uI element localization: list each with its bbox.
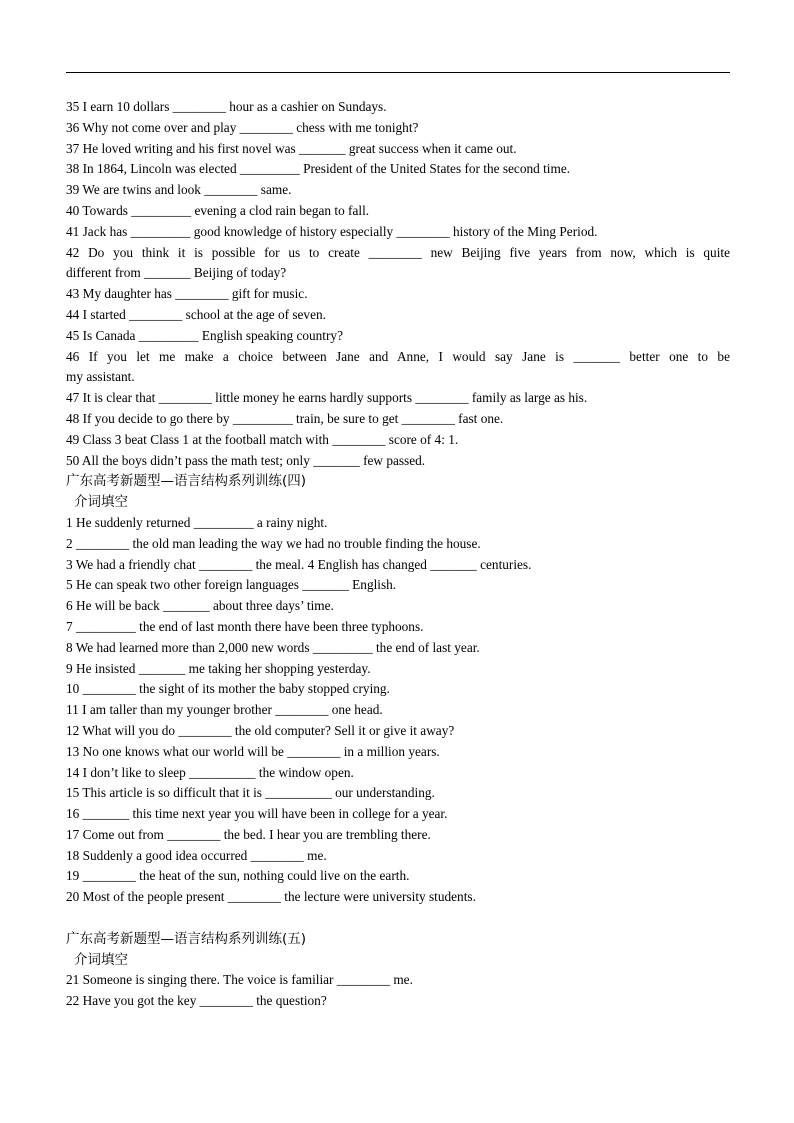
exercise-item: 3 We had a friendly chat ________ the meal. 4 English has changed _______ centuries. (66, 556, 532, 572)
exercise-item: 5 He can speak two other foreign languages _______ English. (66, 577, 397, 593)
exercise-item: 19 ________ the heat of the sun, nothing could live on the earth. (66, 868, 410, 884)
exercise-item: 6 He will be back _______ about three days’ time. (66, 598, 334, 614)
exercise-item-46 (66, 347, 730, 389)
exercise-item: 8 We had learned more than 2,000 new words _________ the end of last year. (66, 639, 480, 655)
exercise-item: 14 I don’t like to sleep __________ the window open. (66, 764, 354, 780)
section-5 (66, 929, 730, 1012)
exercise-item: 9 He insisted _______ me taking her shopping yesterday. (66, 660, 371, 676)
exercise-list-43-45 (66, 284, 730, 346)
exercise-item: 18 Suddenly a good idea occurred ________ me. (66, 847, 327, 863)
exercise-item: 7 _________ the end of last month there have been three typhoons. (66, 618, 424, 634)
exercise-item: 2 ________ the old man leading the way we had no trouble finding the house. (66, 535, 481, 551)
section-title: 广东高考新题型—语言结构系列训练(四) (66, 473, 307, 490)
exercise-item: 20 Most of the people present ________ the lecture were university students. (66, 889, 476, 905)
exercise-item-line: 46 If you let me make a choice between Jane and Anne, I would say Jane is _______ better one to be (66, 348, 730, 364)
exercise-item: 15 This article is so difficult that it is __________ our understanding. (66, 785, 435, 801)
exercise-item: 22 Have you got the key ________ the question? (66, 993, 327, 1009)
exercise-item: 45 Is Canada _________ English speaking country? (66, 327, 343, 343)
section-subtitle: 介词填空 (74, 951, 128, 968)
exercise-item: 39 We are twins and look ________ same. (66, 182, 292, 198)
exercise-item: 1 He suddenly returned _________ a rainy night. (66, 514, 328, 530)
exercise-item: 11 I am taller than my younger brother ________ one head. (66, 702, 383, 718)
exercise-item: 44 I started ________ school at the age of seven. (66, 306, 326, 322)
exercise-list-47-50 (66, 388, 730, 471)
exercise-item: 47 It is clear that ________ little money he earns hardly supports ________ family as large as his. (66, 390, 588, 406)
exercise-item-line: 42 Do you think it is possible for us to create ________ new Beijing five years from now, which is quite (66, 244, 730, 260)
section-spacer (66, 908, 730, 929)
exercise-item-42 (66, 243, 730, 285)
exercise-item: 49 Class 3 beat Class 1 at the football match with ________ score of 4: 1. (66, 431, 459, 447)
exercise-item: 37 He loved writing and his first novel was _______ great success when it came out. (66, 140, 517, 156)
exercise-item: 10 ________ the sight of its mother the baby stopped crying. (66, 681, 390, 697)
exercise-item: 48 If you decide to go there by _________ train, be sure to get ________ fast one. (66, 410, 504, 426)
exercise-item: 35 I earn 10 dollars ________ hour as a cashier on Sundays. (66, 99, 387, 114)
exercise-item: 36 Why not come over and play ________ chess with me tonight? (66, 119, 419, 135)
exercise-item: 12 What will you do ________ the old computer? Sell it or give it away? (66, 722, 455, 738)
exercise-item: 43 My daughter has ________ gift for music. (66, 286, 308, 302)
exercise-item: 13 No one knows what our world will be ________ in a million years. (66, 743, 440, 759)
exercise-item-line: different from _______ Beijing of today? (66, 265, 287, 281)
exercise-item: 17 Come out from ________ the bed. I hear you are trembling there. (66, 826, 431, 842)
header-rule (66, 72, 730, 73)
section-subtitle: 介词填空 (74, 494, 128, 511)
section-title: 广东高考新题型—语言结构系列训练(五) (66, 930, 307, 947)
exercise-item: 41 Jack has _________ good knowledge of history especially ________ history of the Ming Period. (66, 223, 598, 239)
exercise-item: 16 _______ this time next year you will have been in college for a year. (66, 806, 448, 822)
exercise-list-35-41 (66, 97, 730, 243)
section-4 (66, 471, 730, 908)
exercise-item: 21 Someone is singing there. The voice is familiar ________ me. (66, 972, 413, 988)
exercise-item: 50 All the boys didn’t pass the math test; only _______ few passed. (66, 452, 426, 468)
exercise-item-line: my assistant. (66, 369, 135, 385)
exercise-item: 38 In 1864, Lincoln was elected _________ President of the United States for the second time. (66, 161, 571, 177)
exercise-item: 40 Towards _________ evening a clod rain began to fall. (66, 202, 370, 218)
worksheet (66, 97, 730, 1012)
